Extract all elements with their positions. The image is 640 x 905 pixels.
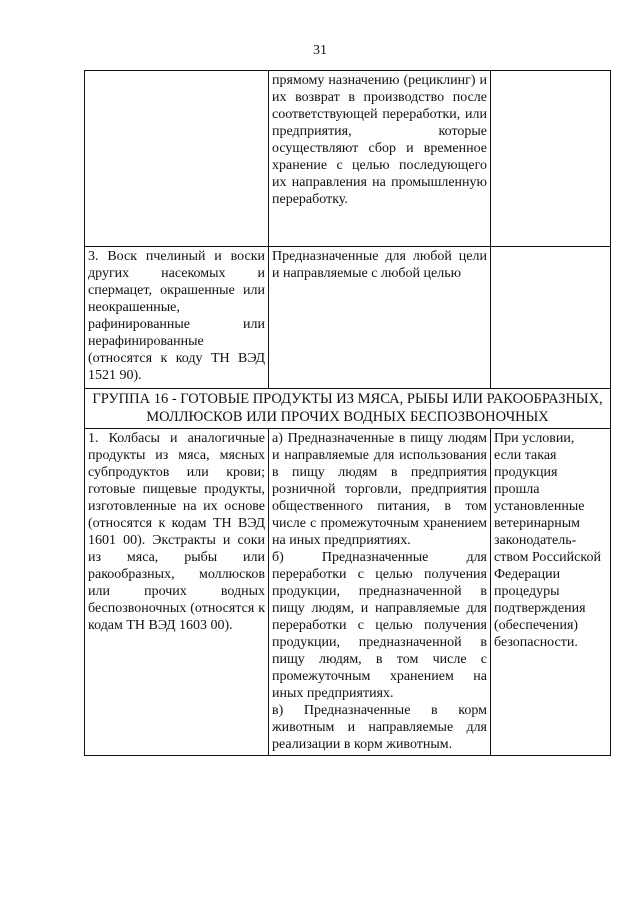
table-row	[85, 429, 611, 756]
condition-line: При условии,	[494, 431, 575, 446]
condition-line: ством Российской	[494, 550, 601, 565]
condition-line: безопасности.	[494, 635, 578, 650]
regulation-table	[84, 70, 611, 756]
condition-line: подтверждения	[494, 601, 586, 616]
table-cell-purpose: прямому назначению (рециклинг) и их возврат в производство после соответствующей переработки, или предприятия, которые осуществляют сбор и временное хранение с целью последующего их направления на промышленную переработку.	[269, 71, 491, 247]
table-cell-product: 1. Колбасы и аналогичные продукты из мяса, мясных субпродуктов или крови; готовые пищевые продукты, изготовленные на их основе (относятся к кодам ТН ВЭД 1601 00). Экстракты и соки из мяса, рыбы или ракообразных, моллюсков или прочих водных беспозвоночных (относятся к кодам ТН ВЭД 1603 00).	[85, 429, 269, 756]
table-cell-product	[85, 71, 269, 247]
table-cell-condition	[491, 247, 611, 389]
group-heading: ГРУППА 16 - ГОТОВЫЕ ПРОДУКТЫ ИЗ МЯСА, РЫБЫ ИЛИ РАКООБРАЗНЫХ, МОЛЛЮСКОВ ИЛИ ПРОЧИХ ВОДНЫХ БЕСПОЗВОНОЧНЫХ	[85, 389, 611, 429]
table-row	[85, 71, 611, 247]
condition-line: ветеринарным	[494, 516, 581, 531]
purpose-item-c: в) Предназначенные в корм животным и направляемые для реализации в корм животным.	[272, 703, 487, 752]
group-heading-row	[85, 389, 611, 429]
purpose-item-a: а) Предназначенные в пищу людям и направляемые для использования в пищу людям в предприятия розничной торговли, предприятия общественного питания, в том числе с промежуточным хранением на иных предприятиях.	[272, 431, 487, 548]
condition-line: законодатель-	[494, 533, 577, 548]
page-number: 31	[313, 43, 327, 58]
condition-line: прошла	[494, 482, 540, 497]
table-cell-condition	[491, 71, 611, 247]
condition-line: установленные	[494, 499, 585, 514]
table-row	[85, 247, 611, 389]
table-cell-purpose	[269, 429, 491, 756]
condition-line: если такая	[494, 448, 557, 463]
table-cell-condition	[491, 429, 611, 756]
condition-line: продукция	[494, 465, 558, 480]
condition-line: (обеспечения)	[494, 618, 579, 633]
purpose-item-b: б) Предназначенные для переработки с целью получения продукции, предназначенной в пищу людям, и направляемые для переработки с целью получения продукции, предназначенной в пищу людям, в том числе с промежуточным хранением на иных предприятиях.	[272, 550, 487, 701]
table-cell-product: 3. Воск пчелиный и воски других насекомых и спермацет, окрашенные или неокрашенные, рафинированные или нерафинированные (относятся к коду ТН ВЭД 1521 90).	[85, 247, 269, 389]
table-cell-purpose: Предназначенные для любой цели и направляемые с любой целью	[269, 247, 491, 389]
condition-line: Федерации	[494, 567, 561, 582]
condition-line: процедуры	[494, 584, 560, 599]
